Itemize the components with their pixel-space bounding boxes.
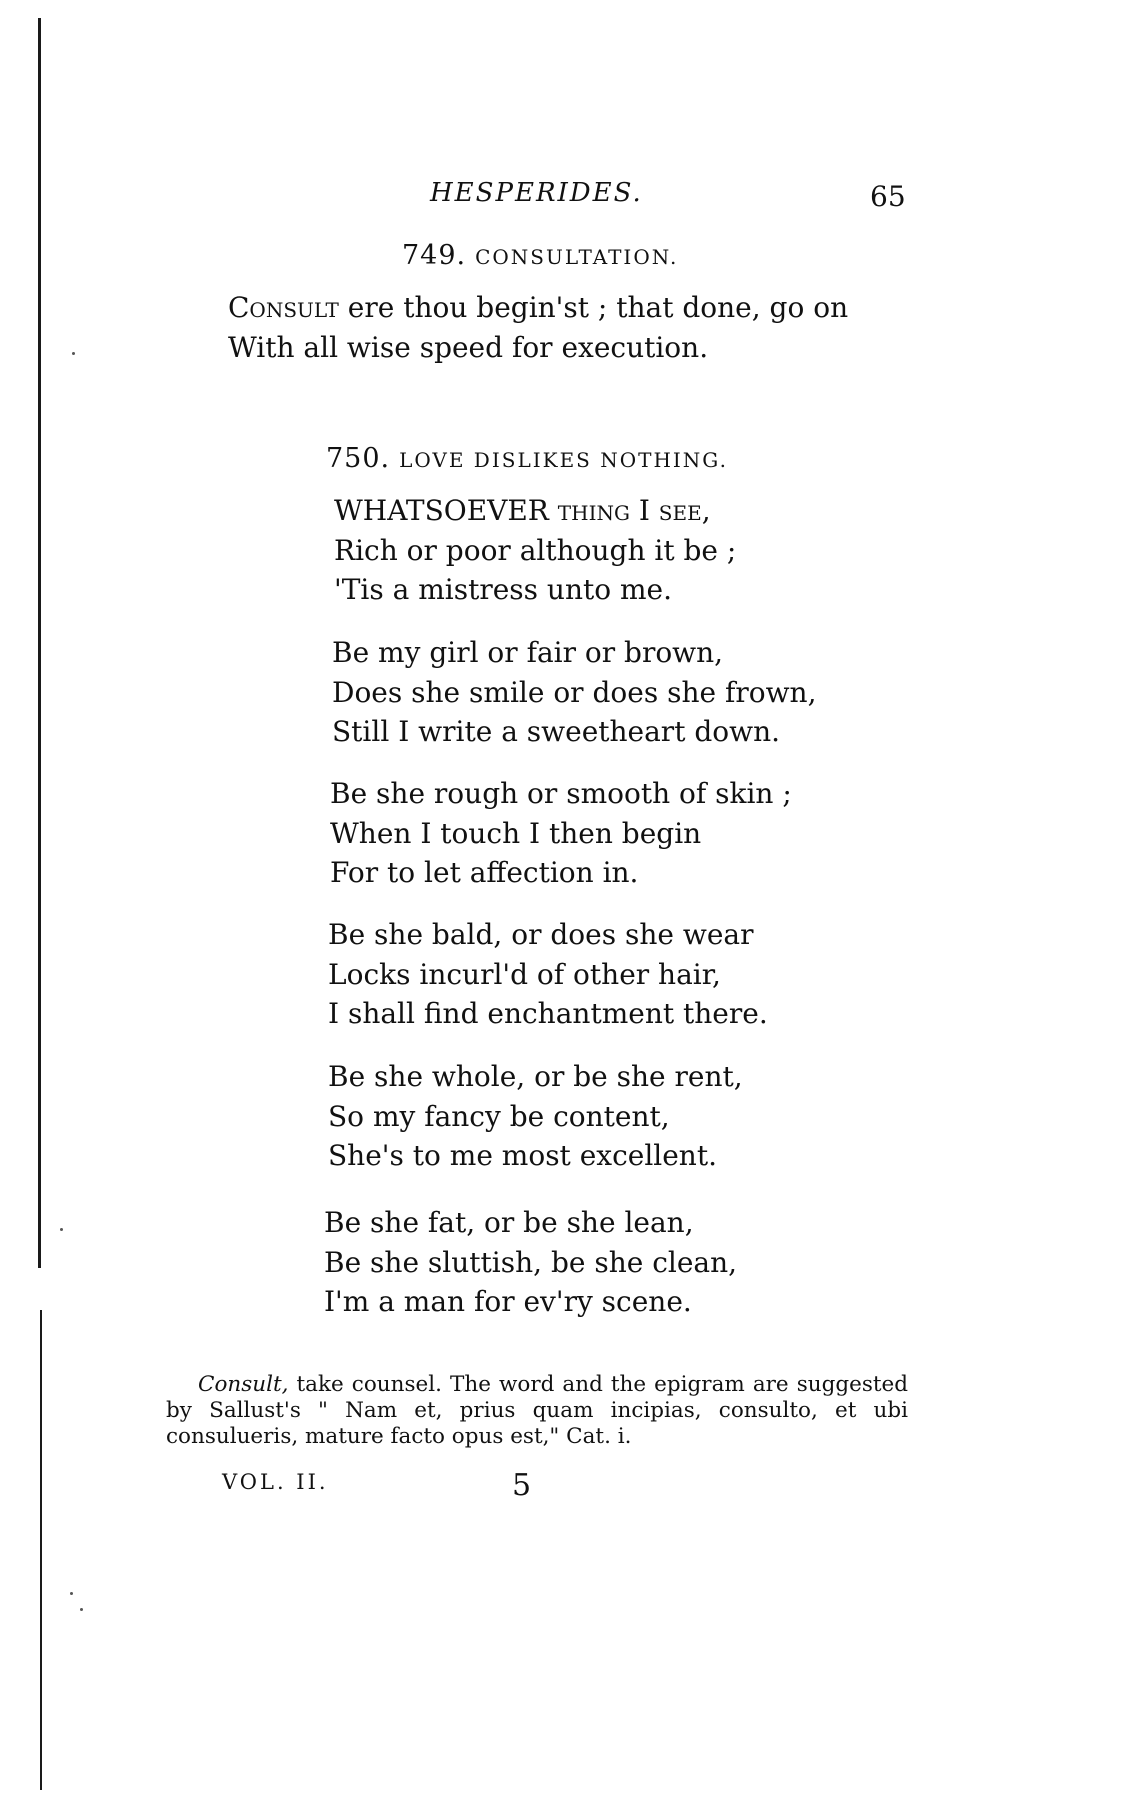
poem-line: Consult ere thou begin'st ; that done, go on <box>228 291 849 324</box>
poem-line: I shall find enchantment there. <box>328 997 768 1030</box>
stanza <box>334 491 736 610</box>
poem-line: Be she sluttish, be she clean, <box>324 1245 738 1279</box>
poem-line: WHATSOEVER thing I see, <box>334 494 711 527</box>
poem-749-title: CONSULTATION. <box>475 245 679 269</box>
poem-750-heading <box>326 443 728 474</box>
stanza <box>328 1057 743 1176</box>
binding-edge-bottom <box>40 1310 42 1790</box>
running-title: HESPERIDES. <box>430 178 643 208</box>
poem-line: Still I write a sweetheart down. <box>332 715 781 748</box>
poem-line: Be my girl or fair or brown, <box>332 636 724 669</box>
poem-line: Be she fat, or be she lean, <box>324 1206 694 1239</box>
scan-speck <box>72 352 75 355</box>
poem-line: Does she smile or does she frown, <box>332 675 817 709</box>
footnote <box>166 1372 908 1450</box>
poem-line: For to let affection in. <box>330 856 639 889</box>
poem-750-title: LOVE DISLIKES NOTHING. <box>399 448 728 472</box>
scan-speck <box>80 1608 83 1611</box>
scan-speck <box>60 1228 63 1231</box>
poem-line: Locks incurl'd of other hair, <box>328 957 721 991</box>
poem-749-number: 749. <box>402 240 467 271</box>
poem-line: Be she whole, or be she rent, <box>328 1060 743 1093</box>
poem-line: Be she bald, or does she wear <box>328 918 754 951</box>
binding-edge-top <box>38 18 41 1268</box>
poem-line: She's to me most excellent. <box>328 1139 717 1172</box>
poem-line: Be she rough or smooth of skin ; <box>330 777 792 810</box>
poem-line: Rich or poor although it be ; <box>334 533 737 567</box>
poem-line: With all wise speed for execution. <box>228 330 709 364</box>
poem-749-text <box>228 288 848 367</box>
signature-mark: 5 <box>512 1468 532 1503</box>
stanza <box>328 915 768 1034</box>
stanza <box>330 774 792 893</box>
poem-line: So my fancy be content, <box>328 1099 670 1133</box>
stanza <box>324 1203 737 1322</box>
page-number: 65 <box>870 180 906 213</box>
poem-line: I'm a man for ev'ry scene. <box>324 1285 692 1318</box>
poem-750-number: 750. <box>326 443 391 474</box>
scan-speck <box>70 1592 73 1595</box>
volume-signature: VOL. II. <box>222 1470 329 1494</box>
poem-749-heading <box>402 240 678 271</box>
footnote-text: take counsel. The word and the epigram are suggested by Sallust's " Nam et, prius quam incipias, consulto, et ubi consulueris, mature facto opus est," Cat. i. <box>166 1372 908 1449</box>
footnote-term: Consult, <box>198 1372 289 1397</box>
poem-line: 'Tis a mistress unto me. <box>334 573 673 606</box>
stanza <box>332 633 816 752</box>
poem-line: When I touch I then begin <box>330 816 702 850</box>
